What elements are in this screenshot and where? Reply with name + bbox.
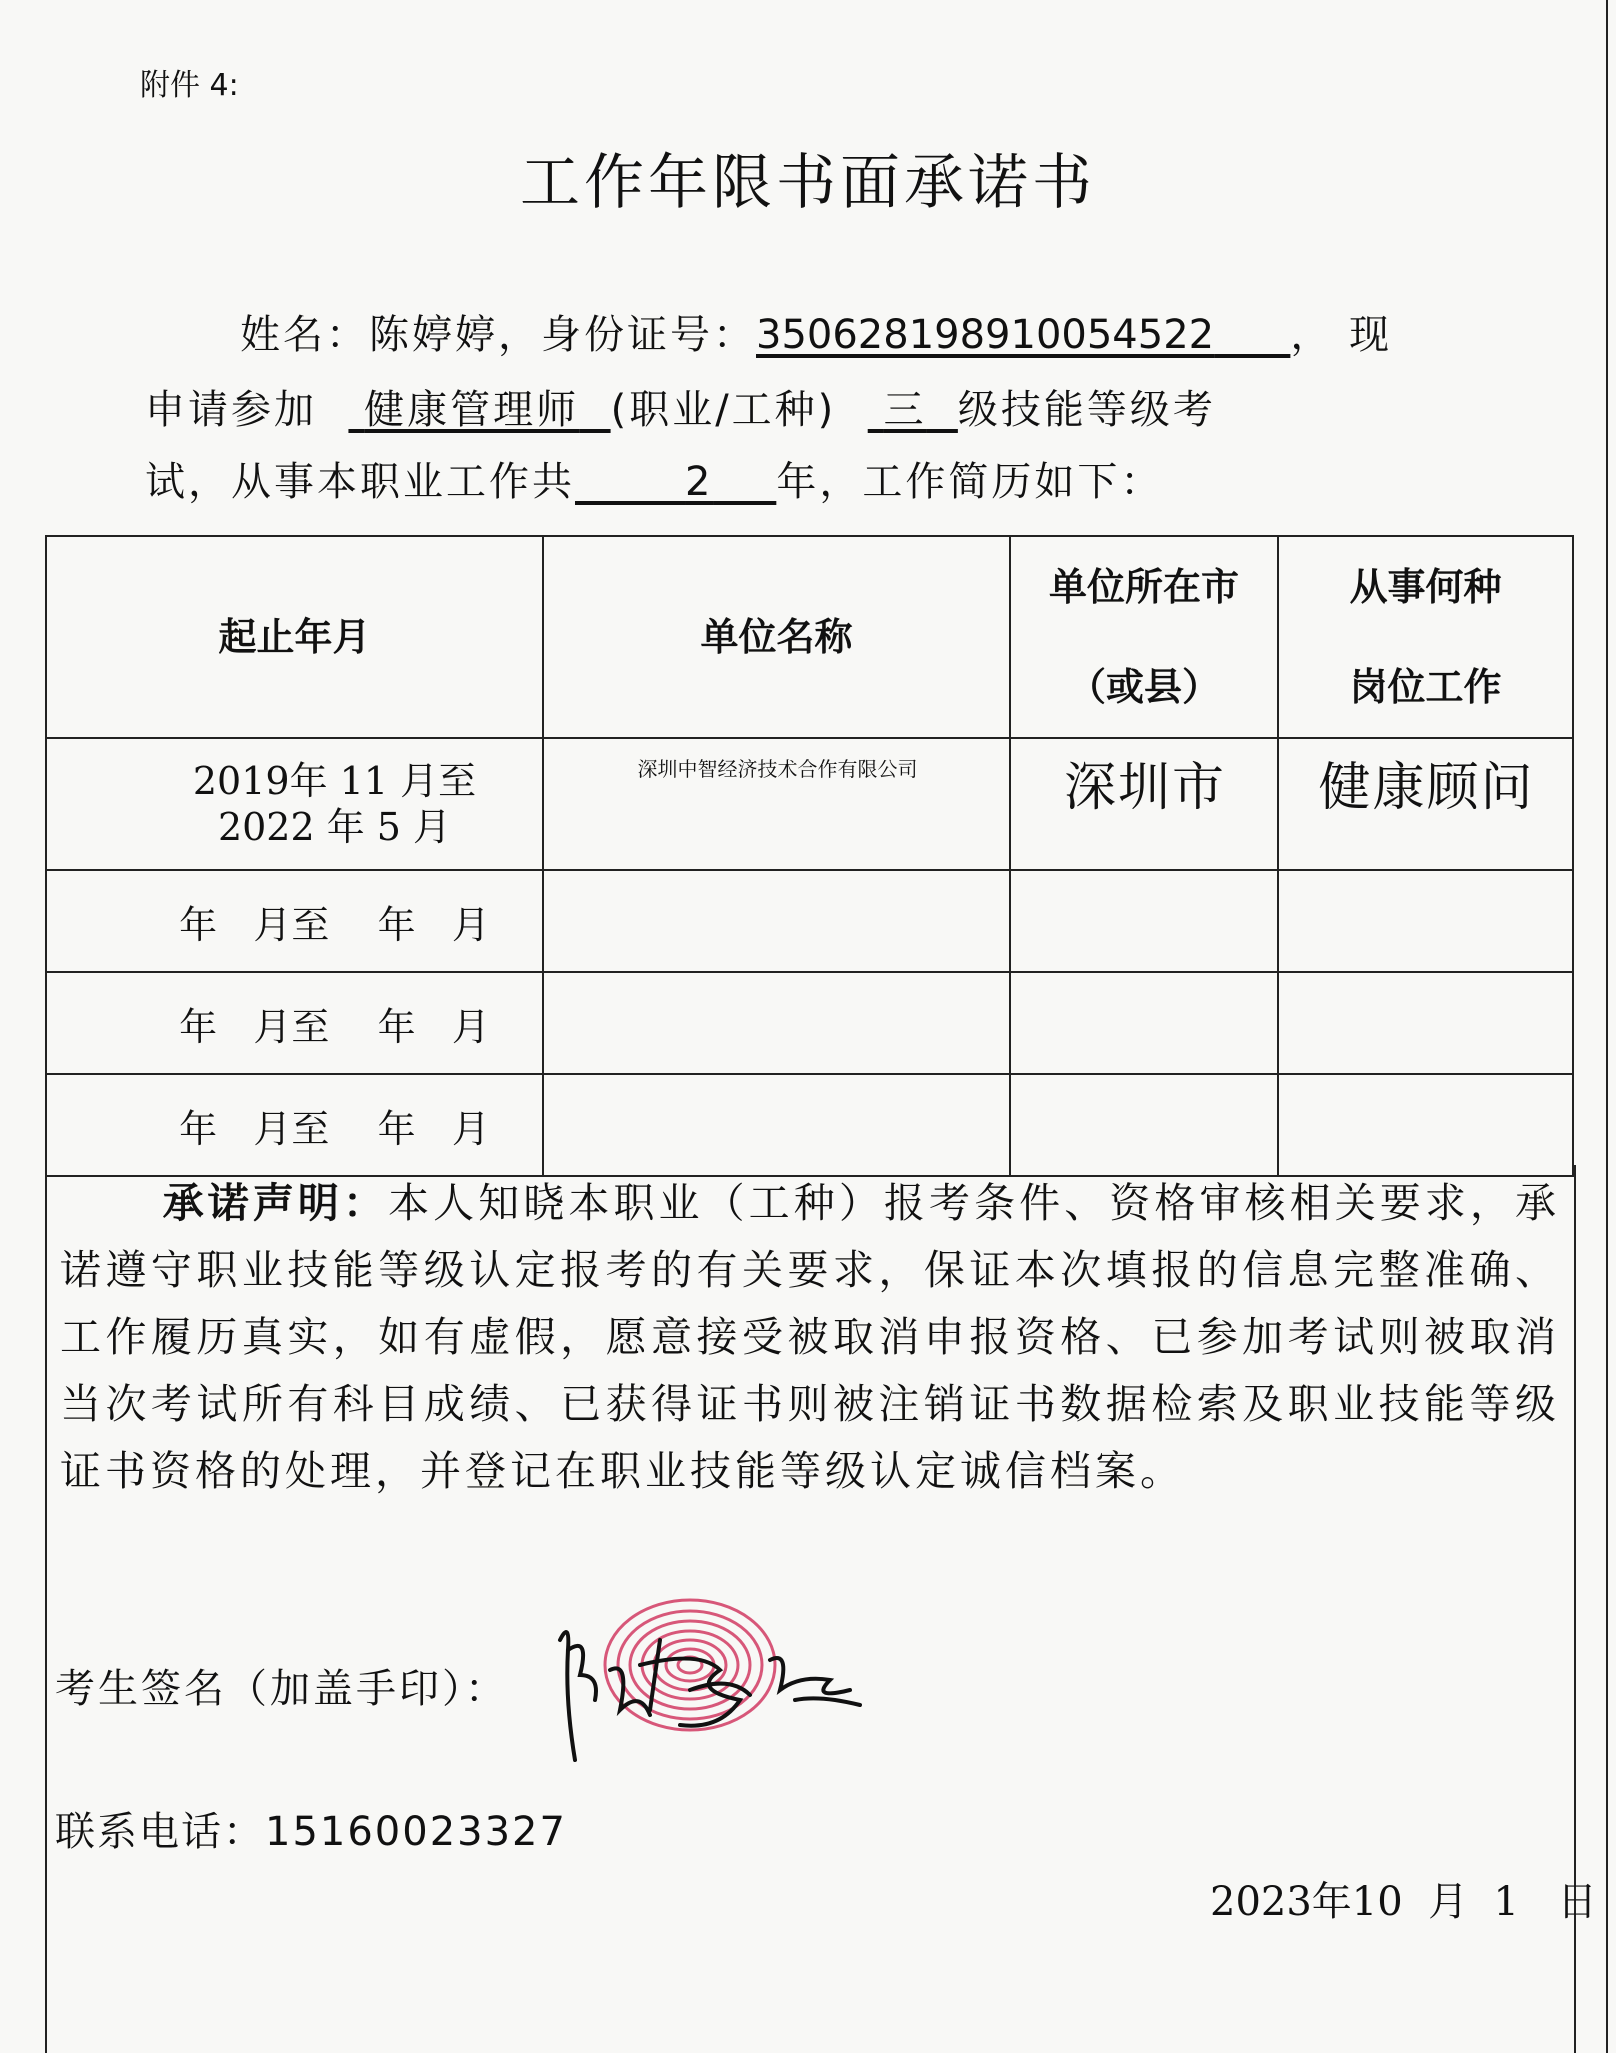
phone-label: 联系电话： [55,1809,265,1855]
id-number: 350628198910054522 [756,312,1215,358]
table-row [46,972,1573,1074]
applicant-line-1 [240,303,1392,360]
applicant-line-3 [145,450,1163,507]
header-period: 起止年月 [46,536,543,738]
promise-statement [60,1170,1560,1505]
city-cell [1010,1074,1278,1176]
applicant-name: 陈婷婷 [369,312,498,358]
header-post: 从事何种 岗位工作 [1278,536,1573,738]
post-cell: 健康顾问 [1278,738,1573,870]
header-city: 单位所在市 （或县） [1010,536,1278,738]
years-prefix: 试，从事本职业工作共 [145,459,575,505]
promise-text: 本人知晓本职业（工种）报考条件、资格审核相关要求，承诺遵守职业技能等级认定报考的有关要求，保证本次填报的信息完整准确、工作履历真实，如有虚假，愿意接受被取消申报资格、已参加考试则被取消当次考试所有科目成绩、已获得证书则被注销证书数据检索及职业技能等级证书资格的处理，并登记在职业技能等级认定诚信档案。 [60,1179,1561,1495]
signature-label: 考生签名（加盖手印）： [55,1666,508,1712]
id-suffix: ， 现 [1290,312,1393,358]
table-header-row [46,536,1573,738]
unit-cell [543,972,1010,1074]
handwritten-signature [540,1580,900,1784]
header-unit-name: 单位名称 [543,536,1010,738]
level-value: 三 [883,387,927,433]
unit-cell [543,1074,1010,1176]
period-cell: 2019年 11 月至 2022 年 5 月 [46,738,543,870]
occupation-value: 健康管理师 [364,387,580,433]
city-cell: 深圳市 [1010,738,1278,870]
apply-prefix: 申请参加 [145,387,317,433]
work-history-table [45,535,1574,1177]
document-title: 工作年限书面承诺书 [520,148,1096,218]
fingerprint [605,1600,775,1730]
table-row [46,870,1573,972]
post-cell [1278,870,1573,972]
post-cell [1278,1074,1573,1176]
post-cell [1278,972,1573,1074]
annex-label: 附件 4: [140,68,239,103]
city-cell [1010,870,1278,972]
phone-number: 15160023327 [265,1809,567,1855]
period-cell: 年 月至 年 月 [46,870,543,972]
years-value: 2 [685,459,714,505]
applicant-line-2 [145,378,1216,435]
period-cell: 年 月至 年 月 [46,972,543,1074]
promise-label: 承诺声明： [162,1179,389,1227]
page-edge [1606,0,1608,2053]
period-cell: 年 月至 年 月 [46,1074,543,1176]
table-row [46,738,1573,870]
signature-with-fingerprint [540,1580,900,1780]
city-cell [1010,972,1278,1074]
name-prefix: 姓名： [240,312,369,358]
id-prefix: ，身份证号： [498,312,756,358]
contact-phone [55,1800,567,1857]
sign-date: 2023年10 月 1 日 [1210,1879,1598,1925]
table-row [46,1074,1573,1176]
level-suffix: 级技能等级考 [957,387,1216,433]
unit-cell: 深圳中智经济技术合作有限公司 [543,738,1010,870]
years-suffix: 年，工作简历如下： [776,459,1164,505]
unit-cell [543,870,1010,972]
occupation-suffix: (职业/工种) [610,387,837,433]
